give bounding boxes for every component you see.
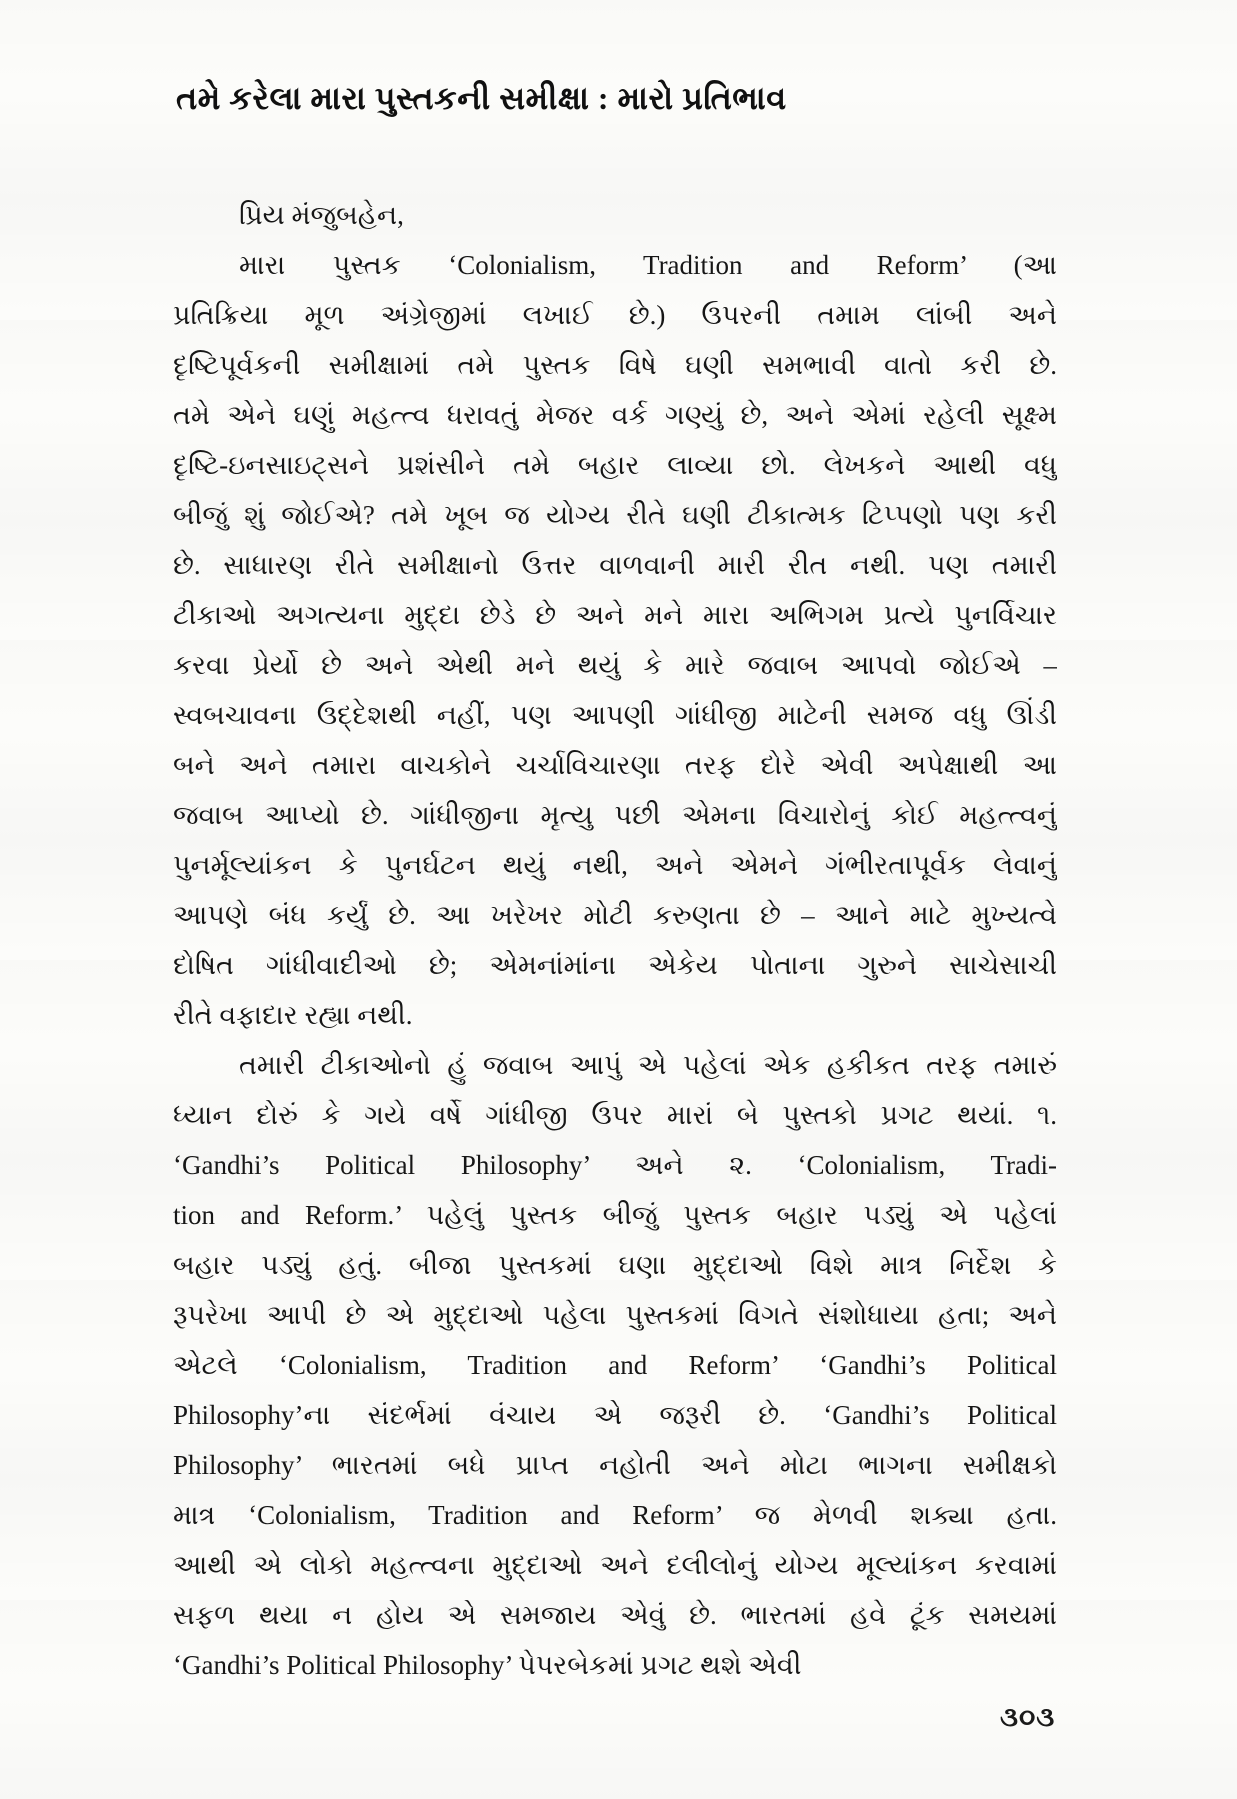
text-line: ધ્યાન દોરું કે ગયે વર્ષે ગાંધીજી ઉપર મારાં બે પુસ્તકો પ્રગટ થયાં. ૧.	[173, 1100, 1057, 1130]
text-line: પ્રિય મંજુબહેન,	[239, 200, 404, 230]
text-line: આપણે બંધ કર્યું છે. આ ખરેખર મોટી કરુણતા છે – આને માટે મુખ્યત્વે	[173, 900, 1057, 930]
text-line: કરવા પ્રેર્યો છે અને એથી મને થયું કે મારે જવાબ આપવો જોઈએ –	[173, 650, 1057, 680]
text-line: આથી એ લોકો મહત્ત્વના મુદ્દાઓ અને દલીલોનું યોગ્ય મૂલ્યાંકન કરવામાં	[173, 1550, 1057, 1580]
text-line: સ્વબચાવના ઉદ્દેશથી નહીં, પણ આપણી ગાંધીજી માટેની સમજ વધુ ઊંડી	[173, 700, 1057, 730]
text-line: ‘Gandhi’s Political Philosophy’ અને ૨. ‘Colonialism, Tradi-	[173, 1150, 1057, 1180]
text-line: દૃષ્ટિ-ઇનસાઇટ્સને પ્રશંસીને તમે બહાર લાવ્યા છો. લેખકને આથી વધુ	[173, 450, 1057, 480]
page-number: ૩૦૩	[1000, 1702, 1056, 1733]
text-line: માત્ર ‘Colonialism, Tradition and Reform’ જ મેળવી શક્યા હતા.	[173, 1500, 1057, 1530]
text-line: બીજું શું જોઈએ? તમે ખૂબ જ યોગ્ય રીતે ઘણી ટીકાત્મક ટિપ્પણો પણ કરી	[173, 500, 1057, 530]
text-line: Philosophy’ના સંદર્ભમાં વંચાય એ જરૂરી છે. ‘Gandhi’s Political	[173, 1400, 1057, 1430]
page-title: તમે કરેલા મારા પુસ્તકની સમીક્ષા : મારો પ્રતિભાવ	[176, 80, 787, 116]
text-line: રીતે વફાદાર રહ્યા નથી.	[173, 1000, 413, 1030]
text-line: પુનર્મૂલ્યાંકન કે પુનર્ઘટન થયું નથી, અને એમને ગંભીરતાપૂર્વક લેવાનું	[173, 850, 1057, 880]
text-line: ટીકાઓ અગત્યના મુદ્દા છેડે છે અને મને મારા અભિગમ પ્રત્યે પુનર્વિચાર	[173, 600, 1057, 630]
text-line: સફળ થયા ન હોય એ સમજાય એવું છે. ભારતમાં હવે ટૂંક સમયમાં	[173, 1600, 1057, 1630]
text-line: રૂપરેખા આપી છે એ મુદ્દાઓ પહેલા પુસ્તકમાં વિગતે સંશોધાયા હતા; અને	[173, 1300, 1057, 1330]
text-line: બહાર પડ્યું હતું. બીજા પુસ્તકમાં ઘણા મુદ્દાઓ વિશે માત્ર નિર્દેશ કે	[173, 1250, 1057, 1280]
text-line: દોષિત ગાંધીવાદીઓ છે; એમનાંમાંના એકેય પોતાના ગુરુને સાચેસાચી	[173, 950, 1057, 980]
page-body	[173, 190, 1057, 1690]
text-line: Philosophy’ ભારતમાં બધે પ્રાપ્ત નહોતી અને મોટા ભાગના સમીક્ષકો	[173, 1450, 1057, 1480]
text-line: બને અને તમારા વાચકોને ચર્ચાવિચારણા તરફ દોરે એવી અપેક્ષાથી આ	[173, 750, 1057, 780]
text-line: ‘Gandhi’s Political Philosophy’ પેપરબેકમાં પ્રગટ થશે એવી	[173, 1650, 802, 1680]
text-line: એટલે ‘Colonialism, Tradition and Reform’ ‘Gandhi’s Political	[173, 1350, 1057, 1380]
text-line: છે. સાધારણ રીતે સમીક્ષાનો ઉત્તર વાળવાની મારી રીત નથી. પણ તમારી	[173, 550, 1057, 580]
text-line: મારા પુસ્તક ‘Colonialism, Tradition and Reform’ (આ	[239, 250, 1057, 280]
text-line: જવાબ આપ્યો છે. ગાંધીજીના મૃત્યુ પછી એમના વિચારોનું કોઈ મહત્ત્વનું	[173, 800, 1057, 830]
text-line: દૃષ્ટિપૂર્વકની સમીક્ષામાં તમે પુસ્તક વિષે ઘણી સમભાવી વાતો કરી છે.	[173, 350, 1057, 380]
text-line: તમે એને ઘણું મહત્ત્વ ધરાવતું મેજર વર્ક ગણ્યું છે, અને એમાં રહેલી સૂક્ષ્મ	[173, 400, 1057, 430]
text-line: tion and Reform.’ પહેલું પુસ્તક બીજું પુસ્તક બહાર પડ્યું એ પહેલાં	[173, 1200, 1057, 1230]
text-line: તમારી ટીકાઓનો હું જવાબ આપું એ પહેલાં એક હકીકત તરફ તમારું	[239, 1050, 1057, 1080]
text-line: પ્રતિક્રિયા મૂળ અંગ્રેજીમાં લખાઈ છે.) ઉપરની તમામ લાંબી અને	[173, 300, 1057, 330]
